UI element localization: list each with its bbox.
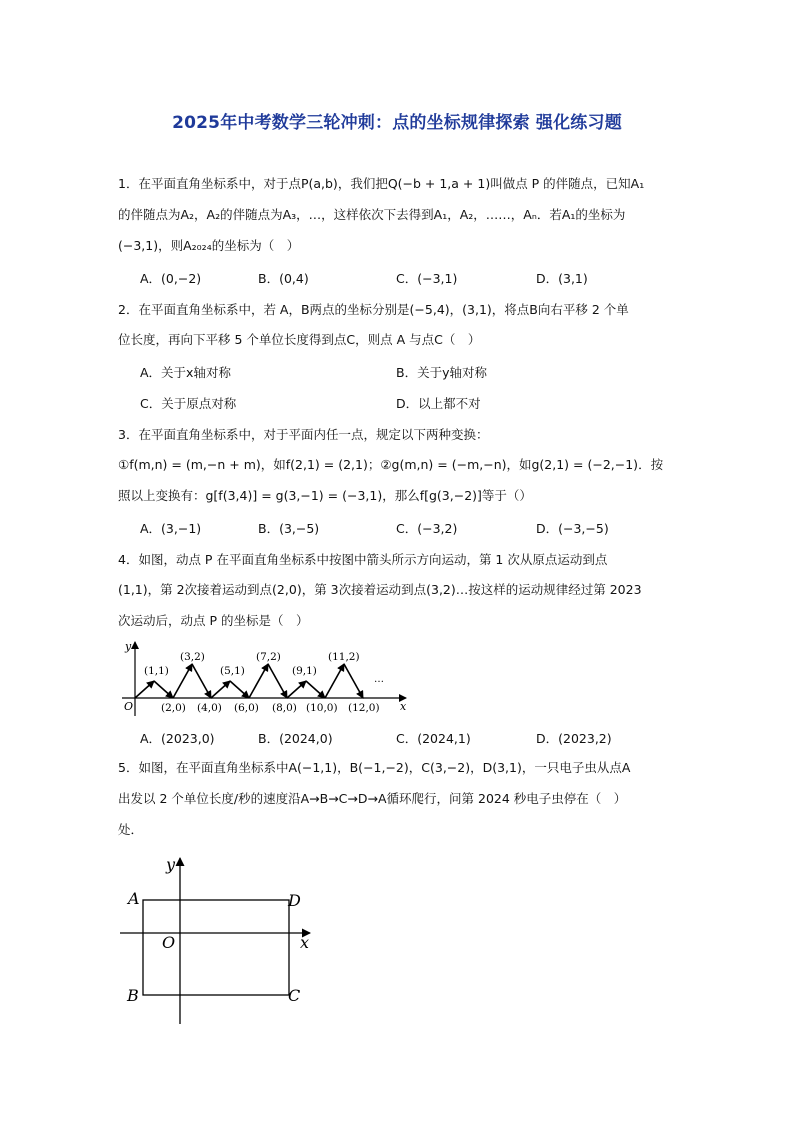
q4-point-label-bottom: (10,0)	[306, 702, 338, 714]
q2-option-a[interactable]: A．关于x轴对称	[140, 365, 231, 380]
q2-option-b[interactable]: B．关于y轴对称	[396, 365, 487, 380]
q1-option-a[interactable]: A．(0,−2)	[140, 271, 202, 286]
q4-path-segment	[230, 681, 249, 698]
q4-point-label-bottom: (6,0)	[234, 702, 259, 714]
q4-x-label: x	[400, 700, 407, 713]
q4-origin-label: O	[124, 700, 134, 713]
q4-point-label-top: (1,1)	[144, 665, 169, 677]
q4-point-label-bottom: (12,0)	[348, 702, 380, 714]
q4-path-segment	[268, 664, 287, 698]
q4-option-c[interactable]: C．(2024,1)	[396, 731, 471, 746]
q4-point-label-top: (7,2)	[256, 651, 281, 663]
q3-line-1: 3．在平面直角坐标系中，对于平面内任一点，规定以下两种变换：	[118, 427, 489, 442]
q4-path-segment	[135, 681, 154, 698]
q4-point-label-bottom: (2,0)	[161, 702, 186, 714]
q4-point-label-top: (3,2)	[180, 651, 205, 663]
q4-path-segment	[325, 664, 344, 698]
q4-path-segment	[192, 664, 211, 698]
q3-line-2: ①f(m,n) = (m,−n + m)，如f(2,1) = (2,1)；②g(m,n) = (−m,−n)，如g(2,1) = (−2,−1)．按	[118, 457, 664, 472]
q3-option-b[interactable]: B．(3,−5)	[258, 521, 320, 536]
page-title: 2025年中考数学三轮冲刺：点的坐标规律探索 强化练习题	[172, 113, 622, 133]
q2-line-2: 位长度，再向下平移 5 个单位长度得到点C，则点 A 与点C（ ）	[118, 332, 481, 347]
q4-path-segment	[287, 681, 306, 698]
q5-origin-label: O	[162, 933, 176, 952]
q5-x-label: x	[300, 933, 310, 952]
q3-line-3: 照以上变换有：g[f(3,4)] = g(3,−1) = (−3,1)，那么f[g(3,−2)]等于（）	[118, 488, 532, 503]
q4-figure	[118, 638, 418, 720]
q5-label-c: C	[288, 986, 301, 1005]
q4-line-3: 次运动后，动点 P 的坐标是（ ）	[118, 613, 309, 628]
q4-point-label-top: (11,2)	[328, 651, 360, 663]
q1-line-1: 1．在平面直角坐标系中，对于点P(a,b)，我们把Q(−b + 1,a + 1)叫做点 P 的伴随点，已知A₁	[118, 176, 645, 191]
q5-line-1: 5．如图，在平面直角坐标系中A(−1,1)，B(−1,−2)，C(3,−2)，D(3,1)，一只电子虫从点A	[118, 760, 631, 775]
q5-label-b: B	[127, 986, 139, 1005]
q1-line-2: 的伴随点为A₂，A₂的伴随点为A₃，…，这样依次下去得到A₁，A₂，……，Aₙ．若A₁的坐标为	[118, 207, 626, 222]
q1-line-3: (−3,1)，则A₂₀₂₄的坐标为（ ）	[118, 238, 300, 253]
q4-path-segment	[211, 681, 230, 698]
q4-point-label-bottom: (4,0)	[197, 702, 222, 714]
q4-path-segment	[154, 681, 173, 698]
q4-ellipsis: …	[374, 674, 384, 685]
q5-line-3: 处．	[118, 822, 144, 837]
q5-label-a: A	[128, 889, 140, 908]
q4-zigzag-path	[135, 664, 363, 698]
q4-path-segment	[306, 681, 325, 698]
q5-figure	[114, 852, 324, 1028]
q2-option-c[interactable]: C．关于原点对称	[140, 396, 237, 411]
q5-y-label: y	[166, 855, 176, 874]
q4-path-segment	[249, 664, 268, 698]
q3-option-c[interactable]: C．(−3,2)	[396, 521, 458, 536]
q4-point-label-top: (9,1)	[292, 665, 317, 677]
q3-option-a[interactable]: A．(3,−1)	[140, 521, 202, 536]
q4-option-b[interactable]: B．(2024,0)	[258, 731, 333, 746]
q5-line-2: 出发以 2 个单位长度/秒的速度沿A→B→C→D→A循环爬行，问第 2024 秒电子虫停在（ ）	[118, 791, 627, 806]
q5-label-d: D	[288, 891, 301, 910]
q1-option-d[interactable]: D．(3,1)	[536, 271, 588, 286]
q3-option-d[interactable]: D．(−3,−5)	[536, 521, 609, 536]
q4-line-1: 4．如图，动点 P 在平面直角坐标系中按图中箭头所示方向运动，第 1 次从原点运动到点	[118, 552, 608, 567]
q4-y-label: y	[125, 640, 132, 653]
q4-path-segment	[344, 664, 363, 698]
q4-path-segment	[173, 664, 192, 698]
q4-point-label-top: (5,1)	[220, 665, 245, 677]
q2-line-1: 2．在平面直角坐标系中，若 A，B两点的坐标分别是(−5,4)，(3,1)，将点B向右平移 2 个单	[118, 302, 629, 317]
q2-option-d[interactable]: D．以上都不对	[396, 396, 481, 411]
q4-option-d[interactable]: D．(2023,2)	[536, 731, 612, 746]
q4-line-2: (1,1)，第 2次接着运动到点(2,0)，第 3次接着运动到点(3,2)…按这样的运动规律经过第 2023	[118, 582, 642, 597]
q4-option-a[interactable]: A．(2023,0)	[140, 731, 215, 746]
q4-point-label-bottom: (8,0)	[272, 702, 297, 714]
q1-option-c[interactable]: C．(−3,1)	[396, 271, 458, 286]
q1-option-b[interactable]: B．(0,4)	[258, 271, 309, 286]
